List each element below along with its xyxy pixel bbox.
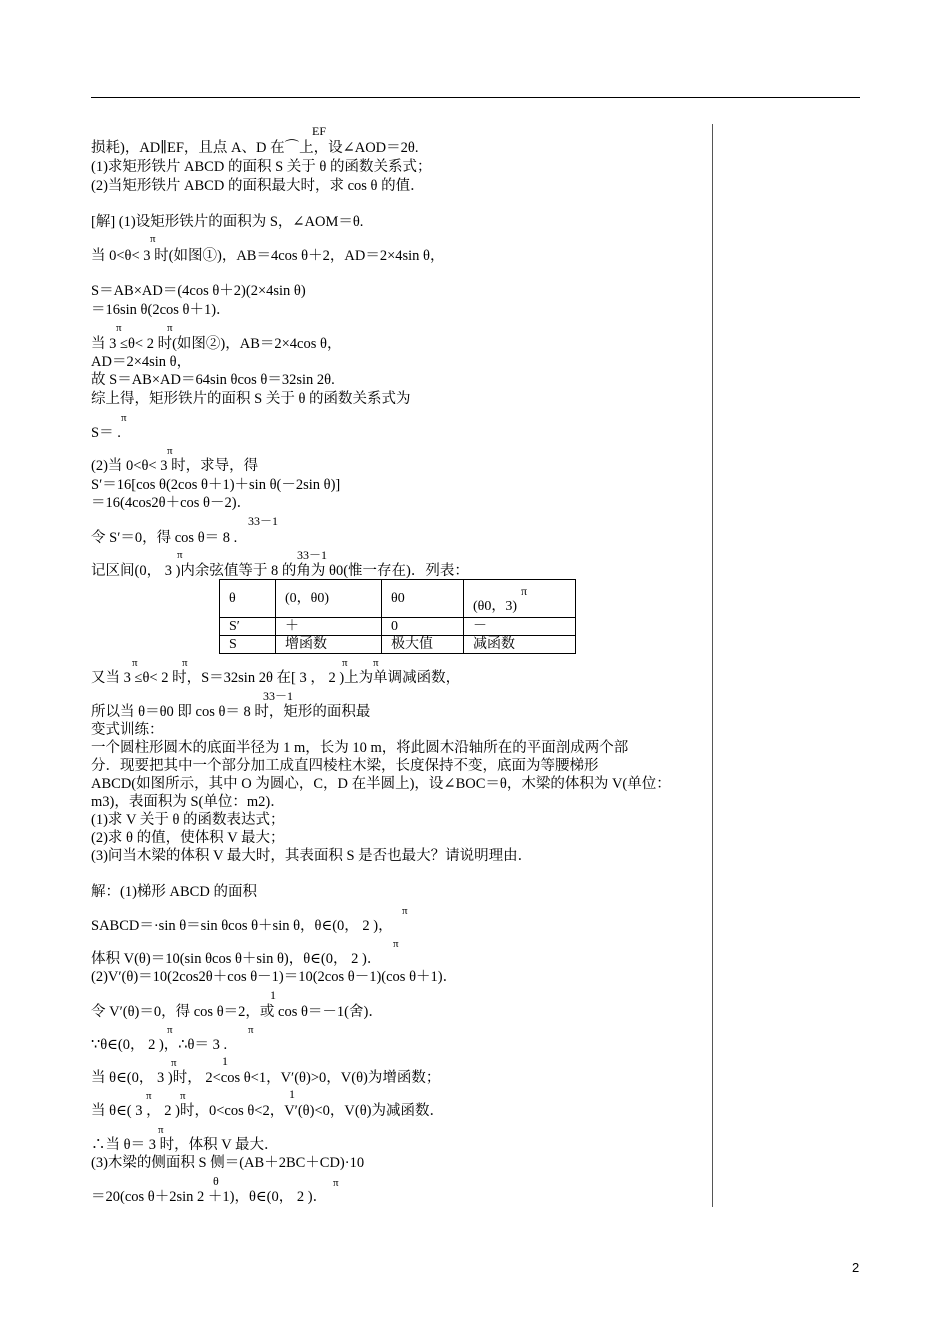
text-line: SABCD＝·sin θ＝sin θcos θ＋sin θ，θ∈(0， 2 )，: [91, 918, 393, 934]
text-line: 变式训练：: [91, 722, 164, 738]
pi-sup: π: [177, 549, 183, 561]
table-cell: 极大值: [382, 636, 464, 654]
text-line: 令 S′＝0，得 cos θ＝ 8 .: [91, 530, 238, 546]
table-cell: 减函数: [464, 636, 576, 654]
text-line: S＝ .: [91, 425, 121, 441]
text-line: 当 θ∈(0， 3 )时， 2<cos θ<1，V′(θ)>0，V(θ)为增函数；: [91, 1070, 441, 1086]
text-line: S＝AB×AD＝(4cos θ＋2)(2×4sin θ): [91, 283, 306, 299]
page-number: 2: [852, 1260, 860, 1275]
pi-sup: π: [167, 322, 173, 334]
pi-sup: π: [402, 905, 408, 917]
text-line: AD＝2×4sin θ，: [91, 354, 192, 370]
arc-label-ef: EF: [312, 124, 327, 138]
text-line: m3)，表面积为 S(单位：m2)．: [91, 794, 285, 810]
text-line: 分．现要把其中一个部分加工成直四棱柱木梁，长度保持不变，底面为等腰梯形: [91, 758, 599, 774]
pi-sup: π: [171, 1057, 177, 1069]
margin-rule: [712, 124, 713, 1207]
table-cell: 增函数: [276, 636, 382, 654]
fraction-numerator: 1: [270, 988, 276, 1002]
pi-sup: π: [333, 1177, 339, 1189]
fraction-numerator: 33－1: [248, 514, 279, 528]
pi-sup: π: [150, 233, 156, 245]
text-line: (2)当 0<θ< 3 时，求导，得: [91, 458, 259, 474]
pi-sup: π: [520, 583, 528, 598]
text-line: 体积 V(θ)＝10(sin θcos θ＋sin θ)，θ∈(0， 2 )．: [91, 951, 382, 967]
text-line: S′＝16[cos θ(2cos θ＋1)＋sin θ(－2sin θ)]: [91, 477, 341, 493]
table-header: (θ0，3): [473, 598, 518, 614]
pi-sup: π: [373, 657, 379, 669]
pi-sup: π: [248, 1024, 254, 1036]
text-line: ＝20(cos θ＋2sin 2 ＋1)，θ∈(0， 2 )．: [91, 1189, 328, 1205]
table-cell: －: [464, 618, 576, 636]
pi-sup: π: [116, 322, 122, 334]
text-line: (1)求 V 关于 θ 的函数表达式；: [91, 812, 285, 828]
text-line: 故 S＝AB×AD＝64sin θcos θ＝32sin 2θ.: [91, 372, 335, 388]
text-line: 解：(1)梯形 ABCD 的面积: [91, 884, 257, 900]
text-line: 令 V′(θ)＝0，得 cos θ＝2，或 cos θ＝－1(舍)．: [91, 1004, 383, 1020]
text-line: 当 θ∈( 3 ， 2 )时，0<cos θ<2，V′(θ)<0，V(θ)为减函数．: [91, 1103, 444, 1119]
pi-sup: π: [393, 938, 399, 950]
text-line: ＝16sin θ(2cos θ＋1)．: [91, 302, 231, 318]
table-cell: ＋: [276, 618, 382, 636]
fraction-numerator: 33－1: [297, 548, 328, 562]
pi-sup: π: [146, 1090, 152, 1102]
pi-sup: π: [180, 1090, 186, 1102]
sign-table: [219, 579, 576, 654]
pi-sup: π: [182, 657, 188, 669]
fraction-numerator: 1: [289, 1087, 295, 1101]
text-line: (2)求 θ 的值，使体积 V 最大；: [91, 830, 285, 846]
table-header: θ: [220, 580, 276, 618]
table-row: [220, 618, 576, 636]
fraction-numerator: θ: [213, 1174, 219, 1188]
table-cell: S: [220, 636, 276, 654]
text-line: (2)V′(θ)＝10(2cos2θ＋cos θ－1)＝10(2cos θ－1)(cos θ＋1)．: [91, 969, 458, 985]
text-line: [解] (1)设矩形铁片的面积为 S，∠AOM＝θ.: [91, 214, 364, 230]
pi-sup: π: [167, 1024, 173, 1036]
table-row: [220, 636, 576, 654]
table-header-cell: [464, 580, 576, 618]
fraction-numerator: 1: [222, 1054, 228, 1068]
fraction-numerator: 33－1: [263, 689, 294, 703]
text-line: ∵θ∈(0， 2 )，∴θ＝ 3 .: [91, 1037, 228, 1053]
pi-sup: π: [158, 1124, 164, 1136]
text-line: (2)当矩形铁片 ABCD 的面积最大时，求 cos θ 的值．: [91, 178, 425, 194]
table-cell: S′: [220, 618, 276, 636]
text-line: (3)木梁的侧面积 S 侧＝(AB＋2BC＋CD)·10: [91, 1155, 365, 1171]
text-line: (3)问当木梁的体积 V 最大时，其表面积 S 是否也最大？请说明理由．: [91, 848, 533, 864]
text-line: ∴当 θ＝ 3 时，体积 V 最大．: [91, 1137, 279, 1153]
text-line: 当 0<θ< 3 时(如图①)，AB＝4cos θ＋2，AD＝2×4sin θ，: [91, 248, 445, 264]
text-line: (1)求矩形铁片 ABCD 的面积 S 关于 θ 的函数关系式；: [91, 159, 432, 175]
table-row: [220, 580, 576, 618]
table-header: (0，θ0): [276, 580, 382, 618]
table-cell: 0: [382, 618, 464, 636]
pi-sup: π: [167, 445, 173, 457]
text-line: 综上得，矩形铁片的面积 S 关于 θ 的函数关系式为: [91, 391, 411, 407]
text-line: 又当 3 ≤θ< 2 时，S＝32sin 2θ 在[ 3 ， 2 )上为单调减函数，: [91, 670, 461, 686]
text-line: ＝16(4cos2θ＋cos θ－2)．: [91, 495, 252, 511]
pi-sup: π: [121, 412, 127, 424]
text-line: 损耗)，AD∥EF，且点 A、D 在⌒上，设∠AOD＝2θ.: [91, 140, 419, 156]
table-header: θ0: [382, 580, 464, 618]
text-line: 当 3 ≤θ< 2 时(如图②)，AB＝2×4cos θ，: [91, 336, 342, 352]
pi-sup: π: [342, 657, 348, 669]
text-line: 所以当 θ＝θ0 即 cos θ＝ 8 时，矩形的面积最: [91, 704, 371, 720]
header-rule: [91, 97, 860, 98]
text-line: ABCD(如图所示，其中 O 为圆心，C，D 在半圆上)，设∠BOC＝θ，木梁的体积为 V(单位：: [91, 776, 671, 792]
text-line: 记区间(0， 3 )内余弦值等于 8 的角为 θ0(惟一存在)．列表：: [91, 563, 469, 579]
pi-sup: π: [132, 657, 138, 669]
text-line: 一个圆柱形圆木的底面半径为 1 m，长为 10 m，将此圆木沿轴所在的平面剖成两个部: [91, 740, 629, 756]
